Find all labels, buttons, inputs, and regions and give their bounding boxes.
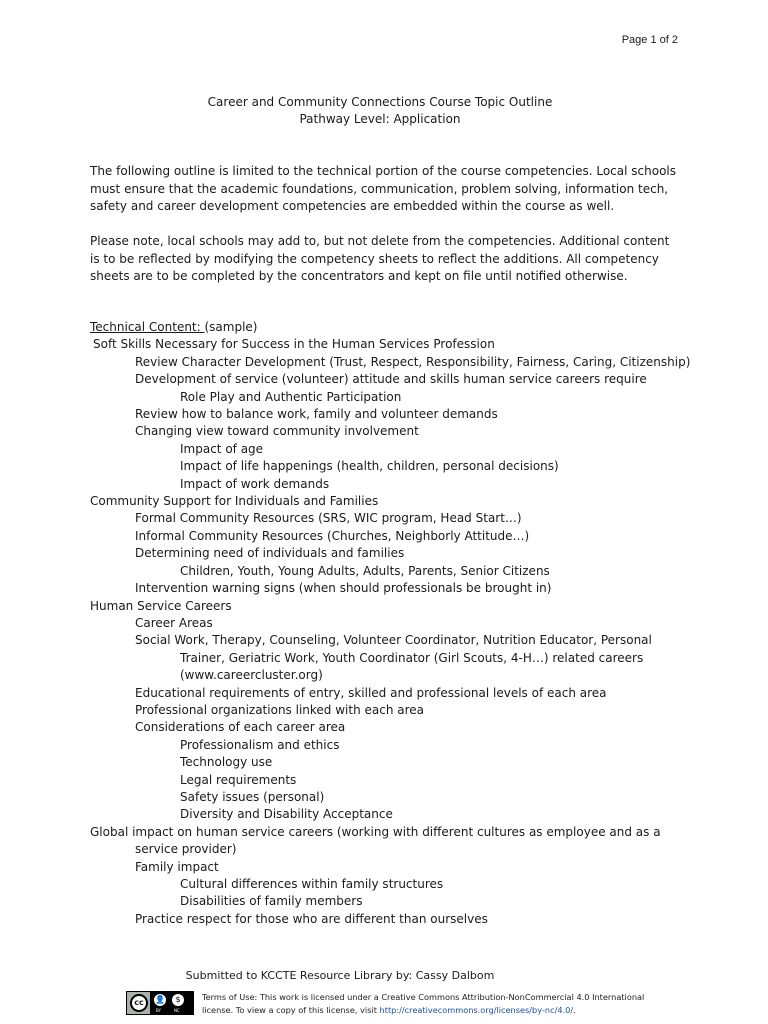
technical-content-outline [90, 319, 691, 928]
cc-logo-icon: cc [130, 994, 148, 1012]
license-text: Terms of Use: This work is licensed under a Creative Commons Attribution-NonCommercial 4.0 International license. To view a copy of this license, visit [202, 992, 645, 1015]
outline-item-level-2: Children, Youth, Young Adults, Adults, Parents, Senior Citizens [180, 563, 550, 578]
outline-item-level-1: Determining need of individuals and families [135, 546, 405, 561]
badge-by-label: BY [156, 1008, 161, 1013]
outline-item-level-1: Informal Community Resources (Churches, Neighborly Attitude…) [135, 528, 530, 543]
outline-item-level-2: Professionalism and ethics [180, 737, 340, 752]
outline-item-level-2: Impact of work demands [180, 476, 330, 491]
outline-item-level-2: Impact of age [180, 441, 264, 456]
outline-heading [90, 319, 680, 336]
outline-heading-rest: (sample) [204, 320, 258, 334]
outline-item-level-2: Disabilities of family members [180, 894, 363, 909]
outline-item-level-2: Role Play and Authentic Participation [180, 389, 402, 404]
outline-item-level-2: Legal requirements [180, 772, 297, 787]
outline-item-level-2: Cultural differences within family structures [180, 877, 444, 891]
license-link[interactable]: http://creativecommons.org/licenses/by-nc/4.0/ [379, 1005, 574, 1015]
outline-item-level-1: Considerations of each career area [135, 720, 346, 735]
outline-item-level-1: Changing view toward community involvement [135, 424, 419, 439]
outline-item-level-1: Career Areas [135, 615, 213, 630]
outline-item-level-1: Practice respect for those who are different than ourselves [135, 911, 488, 926]
outline-item-level-1: Global impact on human service careers (working with different cultures as employee and as a service provider) [90, 824, 661, 857]
outline-item-level-1: Review how to balance work, family and volunteer demands [135, 407, 498, 422]
outline-item-level-1: Intervention warning signs (when should professionals be brought in) [135, 581, 552, 596]
submitted-by: Submitted to KCCTE Resource Library by: Cassy Dalbom [185, 969, 495, 982]
intro-paragraph-2: Please note, local schools may add to, but not delete from the competencies. Additional content is to be reflected by modifying the competency sheets to reflect the additions. All competency sheets are to be completed by the concentrators and kept on file until notified otherwise. [90, 234, 670, 283]
outline-heading-underlined: Technical Content: [90, 320, 205, 334]
outline-item-level-1: Review Character Development (Trust, Respect, Responsibility, Fairness, Caring, Citizenship) [135, 354, 691, 369]
outline-item-level-0: Human Service Careers [90, 598, 232, 613]
document-header [90, 94, 670, 128]
license-terms [202, 991, 652, 1017]
outline-item-level-1: Educational requirements of entry, skilled and professional levels of each area [135, 685, 607, 700]
outline-item-level-1: Formal Community Resources (SRS, WIC program, Head Start…) [135, 511, 522, 526]
license-text-end: . [573, 1005, 576, 1015]
outline-item-level-0: Soft Skills Necessary for Success in the Human Services Profession [93, 337, 495, 352]
outline-item-level-2: Impact of life happenings (health, children, personal decisions) [180, 459, 559, 474]
noncommercial-icon: $ [172, 994, 184, 1006]
outline-item-level-0: Community Support for Individuals and Families [90, 494, 379, 509]
outline-item-level-2: Social Work, Therapy, Counseling, Volunteer Coordinator, Nutrition Educator, Personal Trainer, Geriatric Work, Youth Coordinator (Girl Scouts, 4-H…) related careers (www.careercluster.org) [135, 633, 652, 683]
cc-license-badge[interactable] [126, 991, 194, 1015]
document-subtitle: Pathway Level: Application [299, 112, 461, 126]
outline-item-level-2: Diversity and Disability Acceptance [180, 807, 393, 822]
outline-item-level-1: Development of service (volunteer) attitude and skills human service careers require [135, 372, 647, 387]
intro-paragraph-1: The following outline is limited to the technical portion of the course competencies. Local schools must ensure that the academic foundations, communication, problem solving, information tech, safety and career development competencies are embedded within the course as well. [90, 164, 676, 213]
outline-item-level-2: Safety issues (personal) [180, 789, 325, 804]
document-title: Career and Community Connections Course Topic Outline [207, 95, 553, 109]
outline-item-level-2: Technology use [180, 755, 273, 770]
badge-nc-label: NC [174, 1008, 180, 1013]
outline-item-level-1: Family impact [135, 859, 219, 874]
outline-item-level-1: Professional organizations linked with each area [135, 702, 425, 717]
attribution-icon: 👤 [155, 995, 165, 1004]
page-number: Page 1 of 2 [621, 34, 678, 46]
